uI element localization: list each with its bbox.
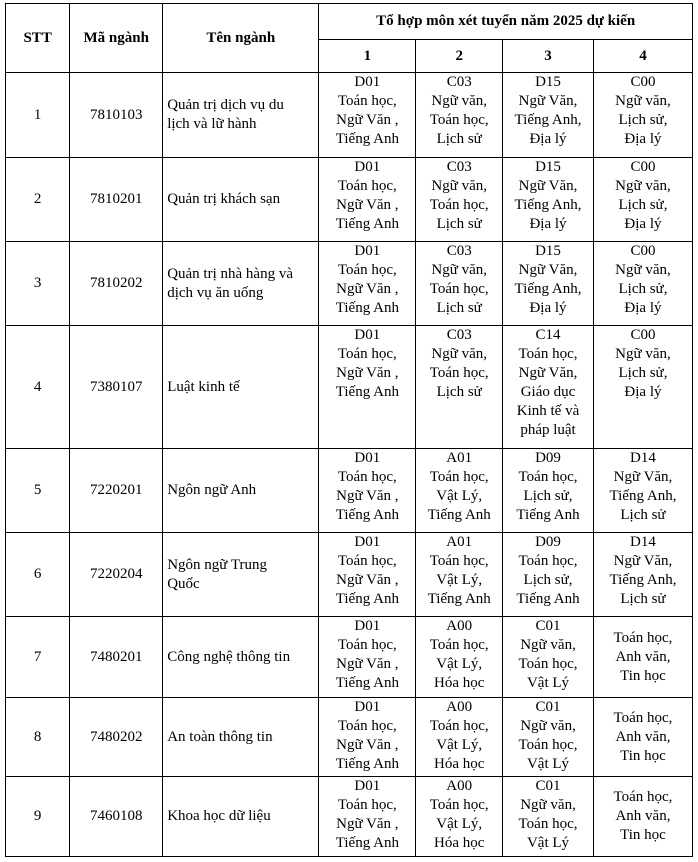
combo-subject: Ngữ văn, xyxy=(615,93,671,109)
combo-subject: Toán học, xyxy=(337,637,397,653)
combo-cell-4 xyxy=(593,242,692,326)
combo-subject: Tiếng Anh xyxy=(335,675,399,691)
row-stt: 5 xyxy=(6,449,70,533)
combo-code: D15 xyxy=(535,159,561,175)
combo-cell-1 xyxy=(319,698,416,777)
row-major-name xyxy=(163,326,319,449)
combo-subject: Lịch sử, xyxy=(523,572,573,588)
combo-subject: Lịch sử xyxy=(620,507,666,523)
combo-cell-3 xyxy=(503,158,594,242)
combo-subject: Tiếng Anh xyxy=(335,835,399,851)
row-major-name xyxy=(163,698,319,777)
combo-cell-2 xyxy=(416,242,503,326)
header-combo-4: 4 xyxy=(593,40,692,73)
combo-subject: Hóa học xyxy=(434,835,485,851)
row-major-name xyxy=(163,158,319,242)
combo-subject: Toán học, xyxy=(518,816,578,832)
combo-subject: Vật Lý, xyxy=(436,488,483,504)
combo-subject: Toán học, xyxy=(429,365,489,381)
combo-subject: Toán học, xyxy=(429,797,489,813)
table-body xyxy=(6,73,693,857)
combo-subject: Toán học, xyxy=(337,346,397,362)
combo-subject: Ngữ văn, xyxy=(615,178,671,194)
combo-subject: Toán học, xyxy=(429,112,489,128)
combo-subject: Ngữ văn, xyxy=(520,718,576,734)
combo-subject: Ngữ Văn , xyxy=(336,737,399,753)
combo-code: C00 xyxy=(630,243,656,259)
combo-code: D15 xyxy=(535,74,561,90)
row-major-code: 7220201 xyxy=(70,449,163,533)
combo-cell-4 xyxy=(593,698,692,777)
combo-subject: Vật Lý, xyxy=(436,737,483,753)
combo-subject: Toán học, xyxy=(613,789,673,805)
combo-subject: Tiếng Anh xyxy=(335,216,399,232)
combo-subject: Địa lý xyxy=(624,384,662,400)
combo-cell-1 xyxy=(319,533,416,617)
combo-subject: Tiếng Anh, xyxy=(514,197,582,213)
combo-subject: Lịch sử, xyxy=(618,281,668,297)
combo-subject: Ngữ Văn , xyxy=(336,197,399,213)
major-name-line: Luật kinh tế xyxy=(167,378,240,395)
combo-code: D09 xyxy=(535,450,561,466)
combo-subject: Tiếng Anh xyxy=(516,507,580,523)
combo-subject: Toán học, xyxy=(518,656,578,672)
row-major-code: 7810201 xyxy=(70,158,163,242)
row-stt: 3 xyxy=(6,242,70,326)
combo-subject: Ngữ Văn , xyxy=(336,112,399,128)
row-major-code: 7460108 xyxy=(70,777,163,857)
combo-subject: Vật Lý xyxy=(526,756,570,772)
combo-cell-4 xyxy=(593,449,692,533)
combo-subject: Ngữ Văn , xyxy=(336,488,399,504)
table-row xyxy=(6,617,693,698)
combo-subject: Toán học, xyxy=(337,553,397,569)
combo-subject: Ngữ Văn, xyxy=(518,262,578,278)
major-name-line: Quản trị khách sạn xyxy=(167,191,281,207)
major-name-line: Ngôn ngữ Trung xyxy=(167,556,268,573)
combo-subject: Địa lý xyxy=(529,216,567,232)
row-stt: 9 xyxy=(6,777,70,857)
combo-subject: Toán học, xyxy=(429,281,489,297)
combo-subject: Ngữ văn, xyxy=(431,93,488,109)
combo-subject: Tiếng Anh xyxy=(335,300,399,316)
combo-code: C03 xyxy=(446,159,472,175)
combo-subject: Anh văn, xyxy=(615,648,671,665)
combo-subject: Ngữ Văn , xyxy=(336,656,399,672)
combo-code: A01 xyxy=(446,534,473,550)
combo-subject: Tin học xyxy=(620,667,666,684)
combo-subject: Ngữ văn, xyxy=(520,637,576,653)
combo-cell-1 xyxy=(319,73,416,158)
combo-subject: Tiếng Anh xyxy=(335,591,399,607)
combo-subject: Địa lý xyxy=(624,131,662,147)
row-major-name xyxy=(163,533,319,617)
combo-cell-2 xyxy=(416,698,503,777)
combo-subject: Anh văn, xyxy=(615,728,671,745)
combo-cell-4 xyxy=(593,158,692,242)
combo-subject: Hóa học xyxy=(434,756,485,772)
row-major-code: 7220204 xyxy=(70,533,163,617)
combo-code: D01 xyxy=(354,159,381,175)
combo-code: A00 xyxy=(446,778,473,794)
combo-cell-2 xyxy=(416,158,503,242)
combo-subject: Lịch sử xyxy=(620,591,666,607)
combo-subject: Tin học xyxy=(620,747,666,764)
combo-code: D14 xyxy=(630,534,656,550)
combo-subject: Toán học, xyxy=(429,197,489,213)
combo-subject: Tiếng Anh xyxy=(335,384,399,400)
row-stt: 7 xyxy=(6,617,70,698)
combo-code: D01 xyxy=(354,327,381,343)
combo-subject: Vật Lý, xyxy=(436,816,483,832)
combo-cell-4 xyxy=(593,326,692,449)
combo-subject: Toán học, xyxy=(518,553,578,569)
combo-subject: Ngữ Văn , xyxy=(336,281,399,297)
combo-cell-3 xyxy=(503,73,594,158)
row-major-name xyxy=(163,617,319,698)
admission-table xyxy=(5,3,693,857)
combo-subject: Lịch sử, xyxy=(523,488,573,504)
combo-subject: Toán học, xyxy=(337,718,397,734)
row-major-code: 7480201 xyxy=(70,617,163,698)
table-row xyxy=(6,242,693,326)
combo-subject: Tiếng Anh xyxy=(427,591,491,607)
combo-code: D01 xyxy=(354,243,381,259)
major-name-line: An toàn thông tin xyxy=(167,728,273,745)
combo-cell-1 xyxy=(319,158,416,242)
combo-subject: Địa lý xyxy=(529,300,567,316)
combo-subject: Ngữ văn, xyxy=(615,346,671,362)
combo-subject: Vật Lý xyxy=(526,835,570,851)
combo-code: D01 xyxy=(354,74,381,90)
combo-subject: Vật Lý, xyxy=(436,572,483,588)
combo-subject: Hóa học xyxy=(434,675,485,691)
combo-cell-3 xyxy=(503,242,594,326)
major-name-line: dịch vụ ăn uống xyxy=(167,284,264,301)
row-major-code: 7480202 xyxy=(70,698,163,777)
combo-cell-2 xyxy=(416,533,503,617)
combo-subject: Ngữ Văn , xyxy=(336,816,399,832)
combo-code: D01 xyxy=(354,618,381,634)
combo-code: C01 xyxy=(535,618,561,634)
header-combo-2: 2 xyxy=(416,40,503,73)
combo-code: C14 xyxy=(535,327,561,343)
combo-code: D01 xyxy=(354,534,381,550)
combo-subject: Kinh tế và xyxy=(516,403,580,419)
combo-subject: Lịch sử, xyxy=(618,197,668,213)
row-major-code: 7810103 xyxy=(70,73,163,158)
combo-subject: Toán học, xyxy=(429,553,489,569)
combo-subject: Ngữ văn, xyxy=(431,178,488,194)
combo-cell-2 xyxy=(416,617,503,698)
combo-subject: Giáo dục xyxy=(520,384,576,400)
header-stt: STT xyxy=(6,4,70,73)
combo-subject: Địa lý xyxy=(624,300,662,316)
major-name-line: Quản trị nhà hàng và xyxy=(167,265,293,282)
combo-subject: Toán học, xyxy=(429,469,489,485)
combo-subject: Địa lý xyxy=(624,216,662,232)
combo-subject: Toán học, xyxy=(337,178,397,194)
row-stt: 6 xyxy=(6,533,70,617)
combo-code: D09 xyxy=(535,534,561,550)
combo-subject: Toán học, xyxy=(613,709,673,726)
combo-subject: Lịch sử xyxy=(436,216,482,232)
combo-subject: Ngữ văn, xyxy=(431,346,488,362)
header-subject-combinations: Tổ hợp môn xét tuyển năm 2025 dự kiến xyxy=(319,4,693,40)
header-major-name: Tên ngành xyxy=(163,4,319,73)
row-major-name xyxy=(163,777,319,857)
header-combo-1: 1 xyxy=(319,40,416,73)
combo-subject: Lịch sử, xyxy=(618,112,668,128)
combo-subject: Ngữ văn, xyxy=(520,797,576,813)
row-major-code: 7810202 xyxy=(70,242,163,326)
combo-cell-4 xyxy=(593,617,692,698)
row-stt: 2 xyxy=(6,158,70,242)
combo-cell-3 xyxy=(503,326,594,449)
row-major-name xyxy=(163,73,319,158)
combo-code: A00 xyxy=(446,699,473,715)
combo-subject: Toán học, xyxy=(337,262,397,278)
combo-code: D14 xyxy=(630,450,656,466)
combo-subject: Vật Lý xyxy=(526,675,570,691)
combo-subject: Tiếng Anh, xyxy=(609,572,677,588)
combo-subject: Tiếng Anh xyxy=(335,131,399,147)
combo-subject: Tiếng Anh xyxy=(335,756,399,772)
combo-code: D01 xyxy=(354,699,381,715)
combo-subject: Lịch sử xyxy=(436,300,482,316)
row-major-name xyxy=(163,242,319,326)
combo-code: C03 xyxy=(446,327,472,343)
combo-subject: Tiếng Anh xyxy=(335,507,399,523)
table-row xyxy=(6,777,693,857)
combo-subject: Anh văn, xyxy=(615,808,671,824)
header-combo-3: 3 xyxy=(503,40,594,73)
combo-cell-4 xyxy=(593,777,692,857)
combo-subject: Ngữ Văn , xyxy=(336,365,399,381)
combo-subject: Toán học, xyxy=(429,637,489,653)
combo-cell-3 xyxy=(503,533,594,617)
combo-code: C03 xyxy=(446,243,472,259)
combo-cell-4 xyxy=(593,73,692,158)
combo-subject: Vật Lý, xyxy=(436,656,483,672)
combo-subject: Ngữ Văn, xyxy=(518,178,578,194)
major-name-line: Công nghệ thông tin xyxy=(167,648,291,665)
row-stt: 8 xyxy=(6,698,70,777)
combo-cell-4 xyxy=(593,533,692,617)
combo-subject: Tiếng Anh xyxy=(427,507,491,523)
combo-subject: Toán học, xyxy=(337,797,397,813)
combo-code: C01 xyxy=(535,699,561,715)
combo-subject: Ngữ Văn, xyxy=(613,553,673,569)
combo-code: D15 xyxy=(535,243,561,259)
combo-subject: Tiếng Anh, xyxy=(514,112,582,128)
combo-code: C03 xyxy=(446,74,472,90)
combo-code: C01 xyxy=(535,778,561,794)
combo-cell-1 xyxy=(319,617,416,698)
combo-cell-1 xyxy=(319,777,416,857)
table-row xyxy=(6,698,693,777)
table-row xyxy=(6,533,693,617)
row-major-name xyxy=(163,449,319,533)
combo-subject: Toán học, xyxy=(518,346,578,362)
combo-subject: Lịch sử, xyxy=(618,365,668,381)
combo-cell-2 xyxy=(416,777,503,857)
combo-code: D01 xyxy=(354,778,381,794)
combo-cell-3 xyxy=(503,449,594,533)
combo-cell-3 xyxy=(503,617,594,698)
major-name-line: Quản trị dịch vụ du xyxy=(167,97,284,113)
combo-subject: Ngữ Văn, xyxy=(518,93,578,109)
major-name-line: Ngôn ngữ Anh xyxy=(167,482,257,498)
combo-subject: Tin học xyxy=(620,827,666,843)
combo-code: C00 xyxy=(630,74,656,90)
combo-code: A01 xyxy=(446,450,473,466)
combo-cell-2 xyxy=(416,449,503,533)
combo-subject: Ngữ Văn, xyxy=(613,469,673,485)
combo-subject: Địa lý xyxy=(529,131,567,147)
combo-code: A00 xyxy=(446,618,473,634)
combo-subject: Toán học, xyxy=(337,469,397,485)
combo-cell-1 xyxy=(319,242,416,326)
row-major-code: 7380107 xyxy=(70,326,163,449)
combo-subject: Toán học, xyxy=(518,737,578,753)
table-row xyxy=(6,449,693,533)
combo-subject: Toán học, xyxy=(613,629,673,646)
table-row xyxy=(6,73,693,158)
major-name-line: Khoa học dữ liệu xyxy=(167,808,271,824)
combo-cell-1 xyxy=(319,326,416,449)
combo-subject: Lịch sử xyxy=(436,131,482,147)
combo-subject: Toán học, xyxy=(518,469,578,485)
major-name-line: Quốc xyxy=(167,575,200,592)
combo-subject: Tiếng Anh, xyxy=(514,281,582,297)
combo-subject: Toán học, xyxy=(337,93,397,109)
combo-subject: Ngữ văn, xyxy=(615,262,671,278)
combo-subject: Lịch sử xyxy=(436,384,482,400)
combo-cell-3 xyxy=(503,777,594,857)
combo-subject: Ngữ Văn, xyxy=(518,365,578,381)
table-row xyxy=(6,158,693,242)
combo-cell-1 xyxy=(319,449,416,533)
combo-subject: Tiếng Anh, xyxy=(609,488,677,504)
combo-cell-3 xyxy=(503,698,594,777)
combo-subject: Ngữ văn, xyxy=(431,262,488,278)
combo-subject: pháp luật xyxy=(520,422,576,438)
combo-code: C00 xyxy=(630,159,656,175)
combo-subject: Tiếng Anh xyxy=(516,591,580,607)
major-name-line: lịch và lữ hành xyxy=(167,116,257,132)
combo-cell-2 xyxy=(416,326,503,449)
combo-code: C00 xyxy=(630,327,656,343)
row-stt: 1 xyxy=(6,73,70,158)
combo-subject: Toán học, xyxy=(429,718,489,734)
combo-cell-2 xyxy=(416,73,503,158)
combo-code: D01 xyxy=(354,450,381,466)
combo-subject: Ngữ Văn , xyxy=(336,572,399,588)
row-stt: 4 xyxy=(6,326,70,449)
header-major-code: Mã ngành xyxy=(70,4,163,73)
table-row xyxy=(6,326,693,449)
